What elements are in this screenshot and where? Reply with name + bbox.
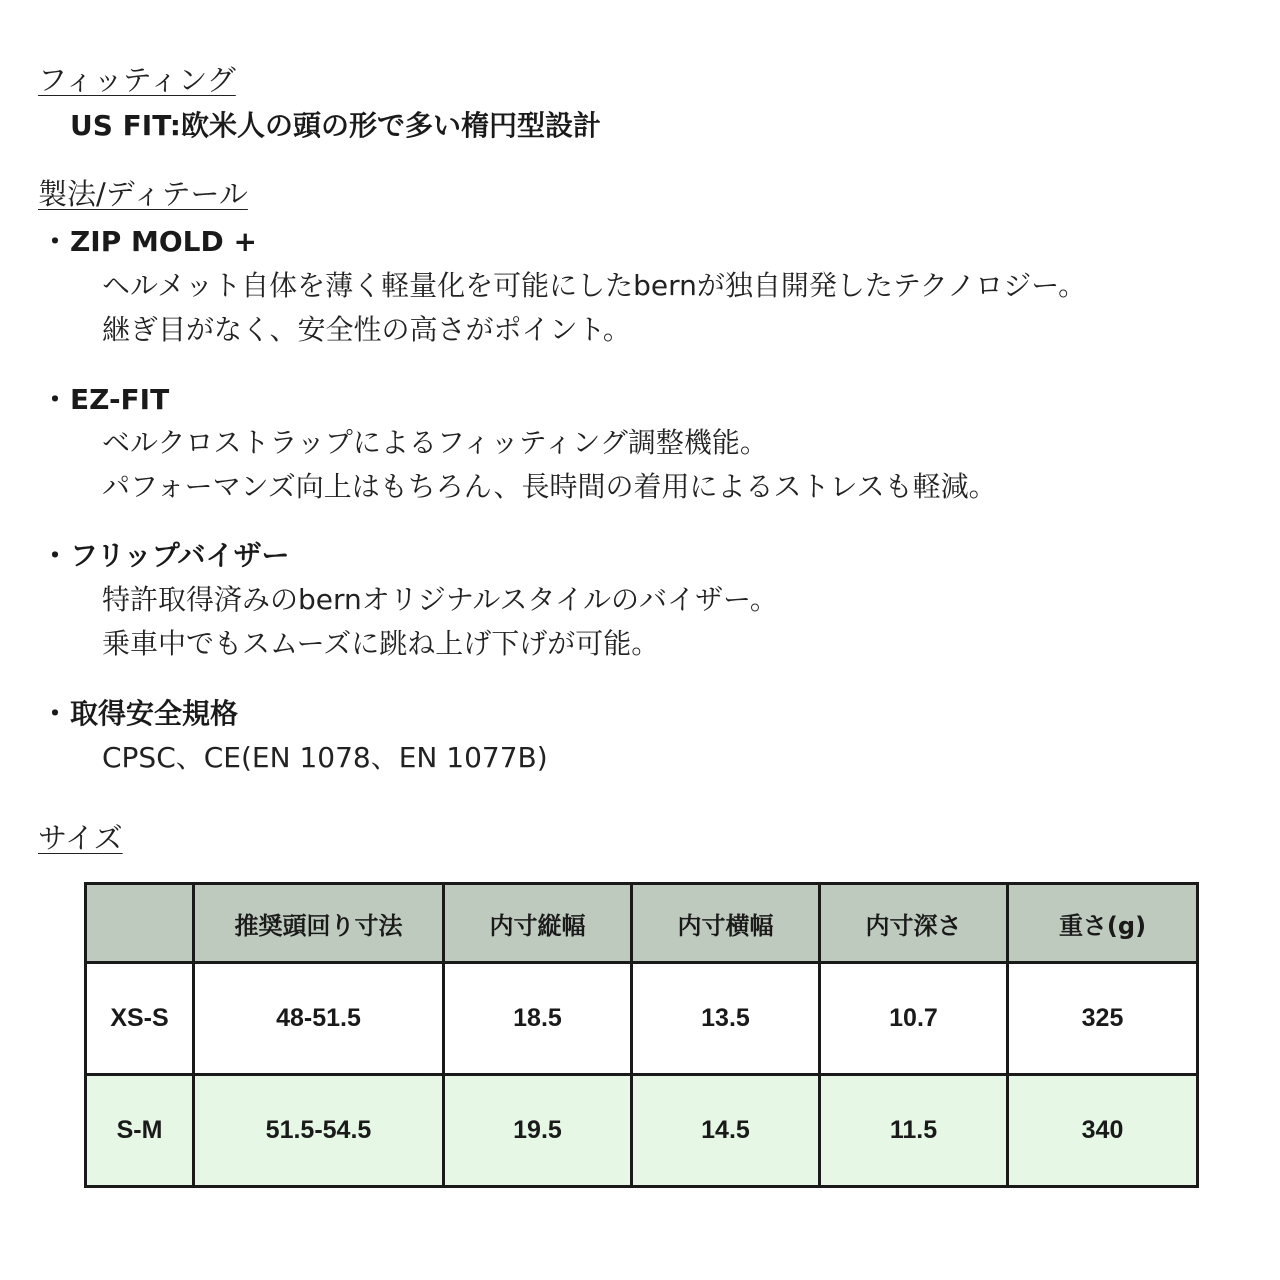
table-cell: 10.7 — [820, 963, 1008, 1075]
table-header-cell: 内寸深さ — [820, 884, 1008, 963]
table-cell: 48-51.5 — [194, 963, 444, 1075]
detail-line: ベルクロストラップによるフィッティング調整機能。 — [102, 426, 768, 459]
table-row — [86, 963, 1198, 1075]
table-header-row — [86, 884, 1198, 963]
fitting-value: US FIT:欧米人の頭の形で多い楕円型設計 — [70, 109, 601, 142]
detail-line: CPSC、CE(EN 1078、EN 1077B) — [102, 741, 548, 774]
table-header-cell — [86, 884, 194, 963]
table-cell: 11.5 — [820, 1075, 1008, 1187]
table-cell: 340 — [1008, 1075, 1198, 1187]
detail-title-text: フリップバイザー — [70, 539, 290, 572]
size-heading: サイズ — [38, 821, 123, 855]
table-header-cell: 推奨頭回り寸法 — [194, 884, 444, 963]
table-cell: 13.5 — [632, 963, 820, 1075]
table-cell: 325 — [1008, 963, 1198, 1075]
detail-line: ヘルメット自体を薄く軽量化を可能にしたbernが独自開発したテクノロジー。 — [102, 269, 1087, 302]
detail-item-title — [40, 692, 238, 732]
table-row — [86, 1075, 1198, 1187]
fitting-heading: フィッティング — [38, 63, 236, 97]
bullet: ・ — [40, 697, 69, 730]
table-cell: 18.5 — [444, 963, 632, 1075]
table-header-cell: 内寸縦幅 — [444, 884, 632, 963]
detail-item-title — [40, 378, 169, 418]
table-header-cell: 内寸横幅 — [632, 884, 820, 963]
detail-title-text: 取得安全規格 — [70, 697, 239, 730]
detail-line: 継ぎ目がなく、安全性の高さがポイント。 — [102, 313, 631, 346]
bullet: ・ — [40, 383, 69, 416]
size-table — [84, 882, 1199, 1188]
table-cell: 19.5 — [444, 1075, 632, 1187]
detail-line: 乗車中でもスムーズに跳ね上げ下げが可能。 — [102, 627, 660, 660]
table-header-cell: 重さ(g) — [1008, 884, 1198, 963]
detail-item-title — [40, 534, 290, 574]
bullet: ・ — [40, 539, 69, 572]
detail-line: パフォーマンズ向上はもちろん、長時間の着用によるストレスも軽減。 — [102, 470, 997, 503]
detail-title-text: ZIP MOLD + — [70, 225, 257, 258]
detail-item-title — [40, 220, 257, 260]
table-cell: 14.5 — [632, 1075, 820, 1187]
table-cell: S-M — [86, 1075, 194, 1187]
table-cell: XS-S — [86, 963, 194, 1075]
table-cell: 51.5-54.5 — [194, 1075, 444, 1187]
bullet: ・ — [40, 225, 69, 258]
details-heading: 製法/ディテール — [38, 177, 248, 211]
detail-line: 特許取得済みのbernオリジナルスタイルのバイザー。 — [102, 583, 778, 616]
detail-title-text: EZ-FIT — [70, 383, 170, 416]
